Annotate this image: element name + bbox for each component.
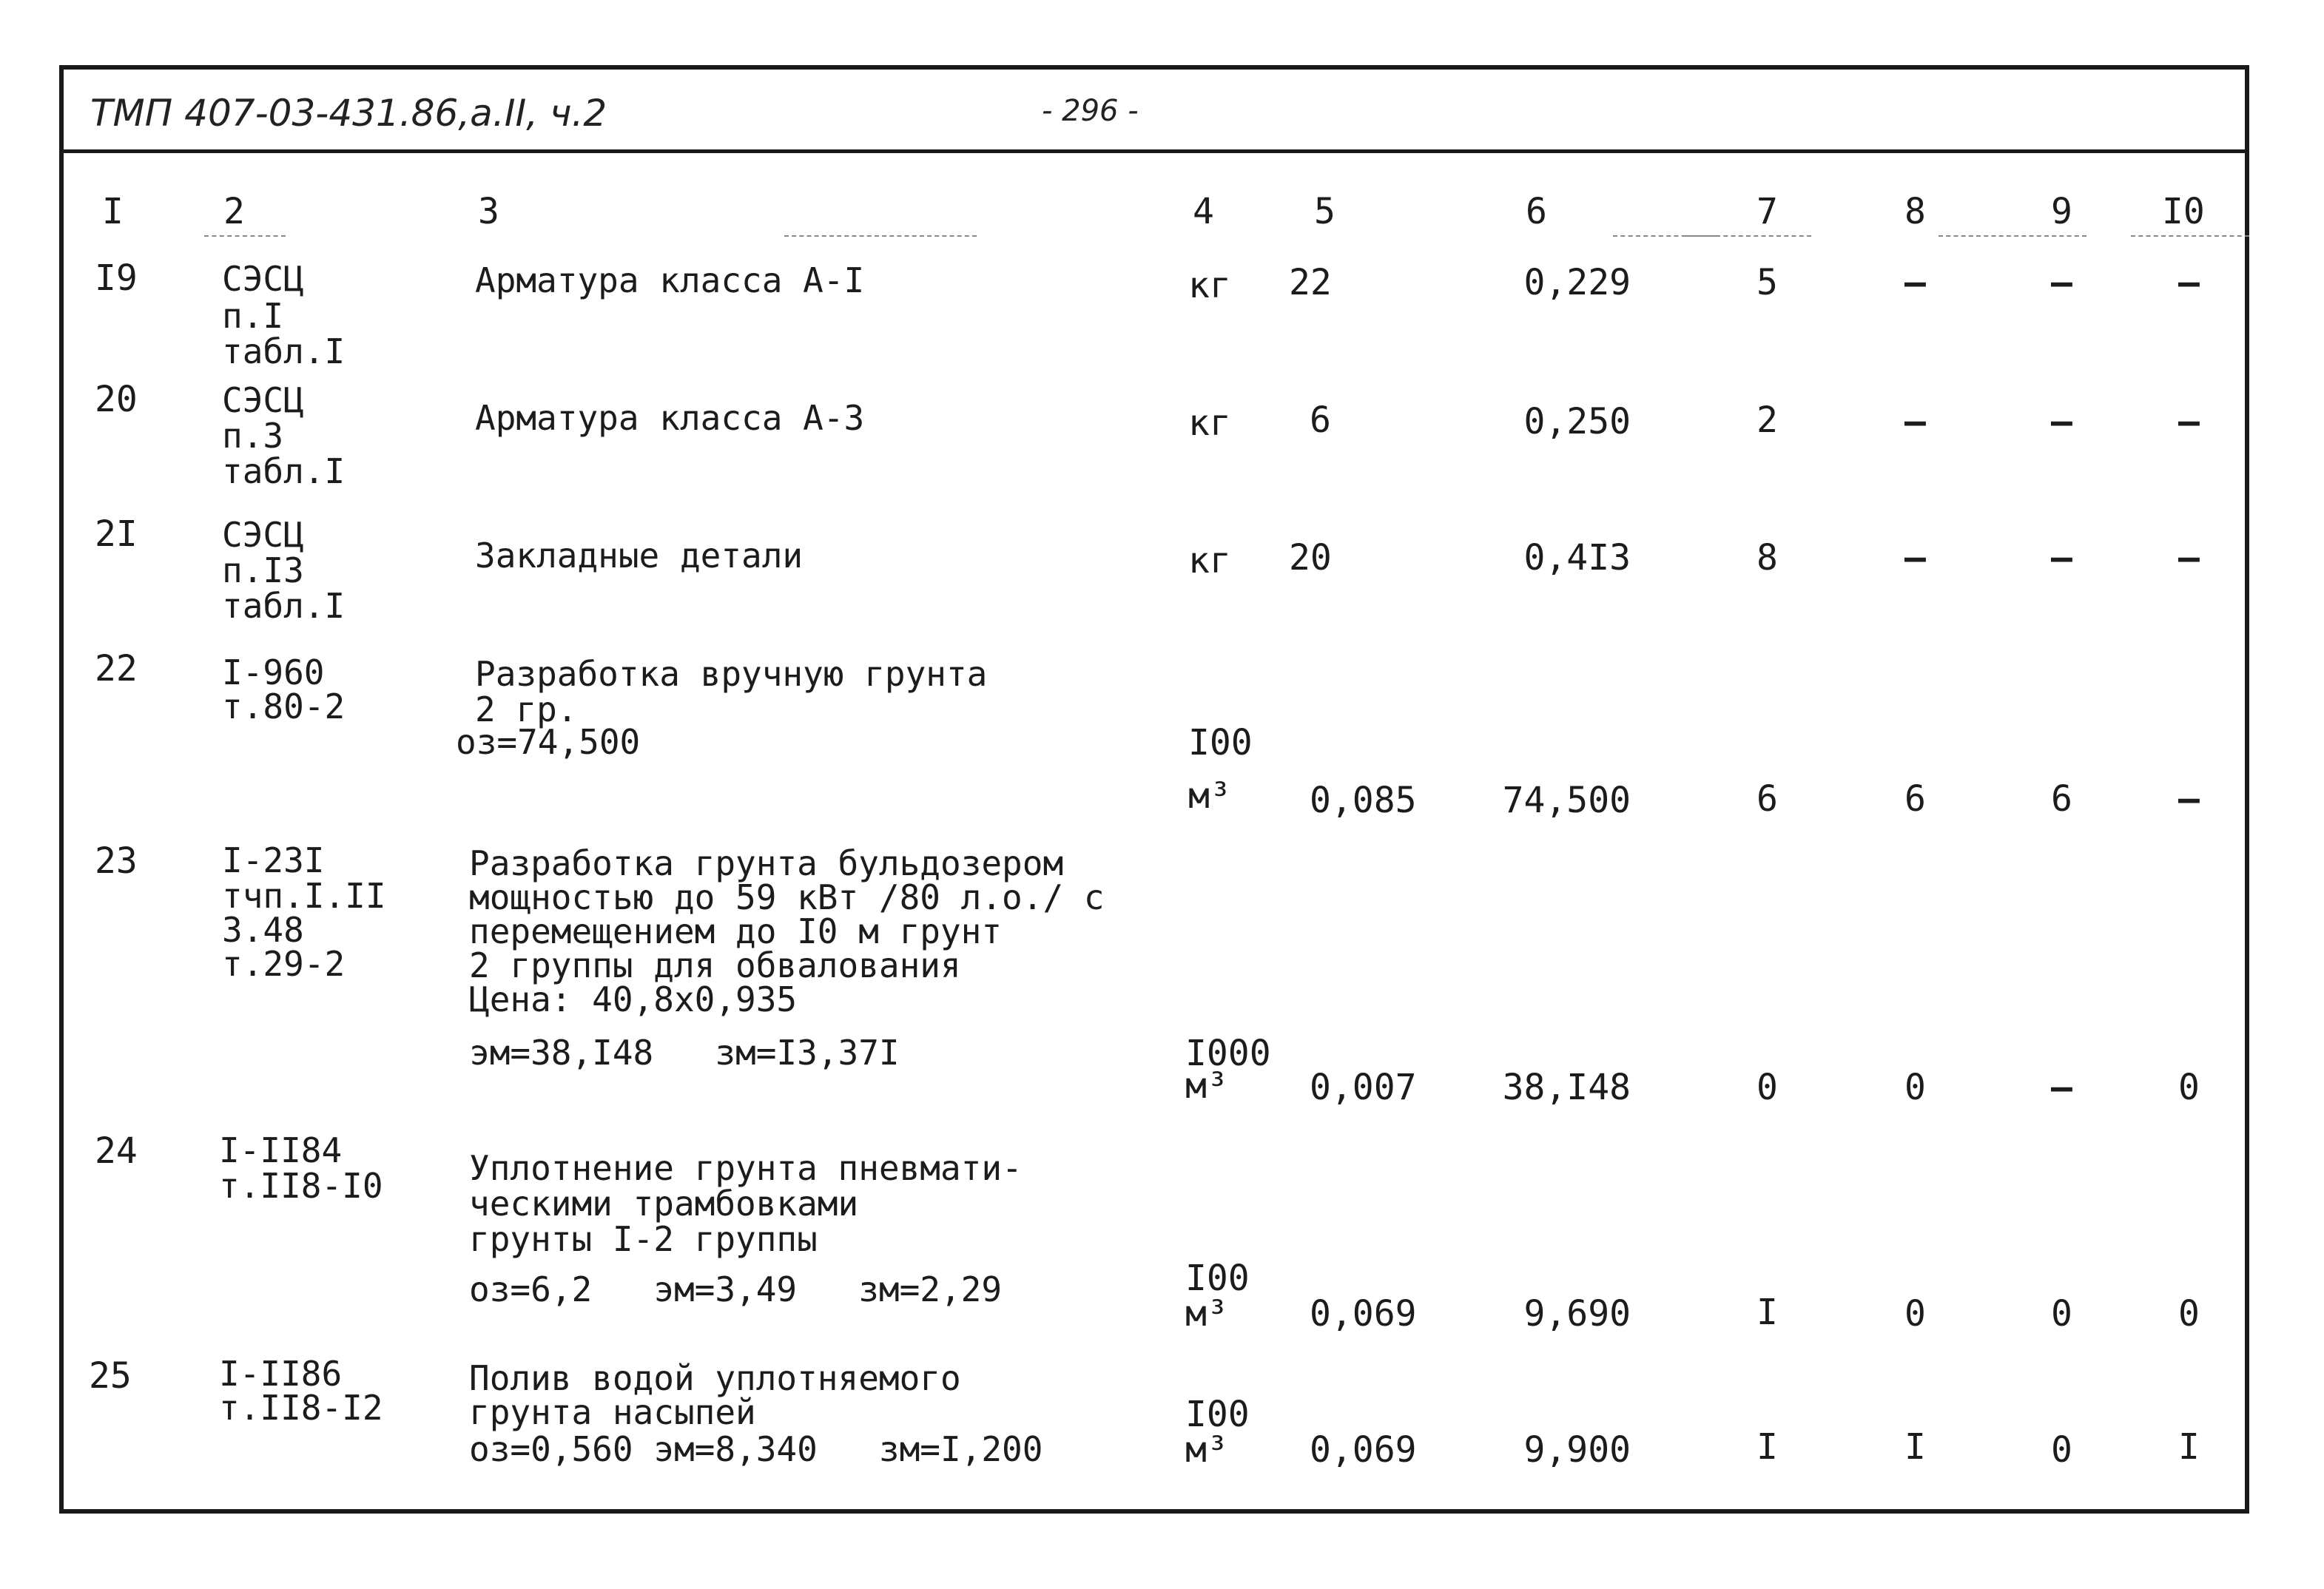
col10-value: – xyxy=(2178,778,2200,820)
norm-code: т.II8-I2 xyxy=(219,1388,383,1428)
row-number: 22 xyxy=(95,648,138,689)
row-number: I9 xyxy=(95,257,138,299)
norm-code: т.29-2 xyxy=(222,944,346,984)
norm-code: I-23I xyxy=(222,840,325,880)
row-number: 20 xyxy=(95,379,138,420)
col7-value: 5 xyxy=(1757,262,1778,303)
col-header-2: 2 xyxy=(223,191,245,232)
col10-value: I xyxy=(2178,1426,2200,1468)
col9-value: – xyxy=(2051,537,2072,578)
col7-value: 0 xyxy=(1757,1067,1778,1108)
work-description: 2 группы для обвалования xyxy=(469,945,961,985)
unit: м³ xyxy=(1185,1293,1228,1335)
col10-value: 0 xyxy=(2178,1293,2200,1335)
unit: I00 xyxy=(1185,1394,1250,1435)
row-number: 23 xyxy=(95,840,138,882)
header-rule xyxy=(1939,235,2086,237)
col-header-5: 5 xyxy=(1314,191,1336,232)
col-header-4: 4 xyxy=(1193,191,1214,232)
col10-value: – xyxy=(2178,537,2200,578)
header-rule xyxy=(2131,235,2249,237)
cost-components: оз=6,2 эм=3,49 зм=2,29 xyxy=(469,1269,1003,1309)
header-rule xyxy=(204,235,286,237)
page-number: - 296 - xyxy=(1042,94,1139,128)
unit-price: 0,229 xyxy=(1523,262,1631,303)
col7-value: 8 xyxy=(1757,537,1778,578)
unit-price: 74,500 xyxy=(1502,780,1631,821)
unit: м³ xyxy=(1188,775,1231,817)
norm-code: табл.I xyxy=(222,586,346,626)
col9-value: 0 xyxy=(2051,1293,2072,1335)
col-header-9: 9 xyxy=(2051,191,2072,232)
work-description: Уплотнение грунта пневмати- xyxy=(469,1148,1023,1188)
col-header-10: I0 xyxy=(2162,191,2205,232)
col8-value: – xyxy=(1904,262,1926,303)
work-description: Цена: 40,8х0,935 xyxy=(469,979,798,1019)
col8-value: 0 xyxy=(1904,1067,1926,1108)
unit: м³ xyxy=(1185,1065,1228,1107)
work-description: грунты I-2 группы xyxy=(469,1219,818,1259)
cost-components: оз=0,560 эм=8,340 зм=I,200 xyxy=(469,1429,1043,1469)
unit: I00 xyxy=(1185,1258,1250,1299)
col8-value: – xyxy=(1904,537,1926,578)
col7-value: I xyxy=(1757,1426,1778,1468)
work-description: 2 гр. xyxy=(475,689,578,729)
norm-code: т.II8-I0 xyxy=(219,1166,383,1206)
col-header-7: 7 xyxy=(1757,191,1778,232)
norm-code: п.I3 xyxy=(222,550,304,590)
unit-price: 9,900 xyxy=(1523,1429,1631,1471)
col-header-3: 3 xyxy=(478,191,499,232)
work-description: перемещением до I0 м грунт xyxy=(469,911,1003,951)
quantity: 20 xyxy=(1289,537,1332,578)
col-header-1: I xyxy=(102,191,124,232)
col8-value: 6 xyxy=(1904,778,1926,820)
norm-code: I-II84 xyxy=(219,1130,343,1170)
norm-code: 3.48 xyxy=(222,910,304,950)
col9-value: – xyxy=(2051,262,2072,303)
unit: I000 xyxy=(1185,1033,1271,1074)
norm-code: СЭСЦ xyxy=(222,380,304,420)
quantity: 0,069 xyxy=(1310,1293,1417,1335)
norm-code: табл.I xyxy=(222,331,346,371)
document-code: ТМП 407-03-431.86,а.II, ч.2 xyxy=(90,92,607,135)
unit-price: 0,4I3 xyxy=(1523,537,1631,578)
cost-components: оз=74,500 xyxy=(456,722,641,762)
work-description: Разработка вручную грунта xyxy=(475,654,988,694)
unit: I00 xyxy=(1188,722,1253,763)
work-description: Полив водой уплотняемого xyxy=(469,1358,961,1398)
work-description: мощностью до 59 кВт /80 л.о./ с xyxy=(469,877,1105,917)
col7-value: 6 xyxy=(1757,778,1778,820)
work-description: Закладные детали xyxy=(475,536,804,576)
norm-code: I-960 xyxy=(222,652,325,692)
work-description: Арматура класса А-3 xyxy=(475,398,865,438)
col10-value: – xyxy=(2178,262,2200,303)
unit: кг xyxy=(1188,265,1231,306)
col9-value: – xyxy=(2051,401,2072,442)
row-number: 2I xyxy=(95,513,138,555)
col7-value: 2 xyxy=(1757,399,1778,441)
quantity: 22 xyxy=(1289,262,1332,303)
norm-code: СЭСЦ xyxy=(222,259,304,299)
unit: кг xyxy=(1188,402,1231,444)
work-description: ческими трамбовками xyxy=(469,1184,859,1224)
col8-value: I xyxy=(1904,1426,1926,1468)
header-rule xyxy=(784,235,977,237)
unit-price: 0,250 xyxy=(1523,401,1631,442)
norm-code: тчп.I.II xyxy=(222,876,386,916)
norm-code: табл.I xyxy=(222,451,346,491)
col-header-8: 8 xyxy=(1904,191,1926,232)
col9-value: 6 xyxy=(2051,778,2072,820)
norm-code: I-II86 xyxy=(219,1354,343,1394)
col7-value: I xyxy=(1757,1292,1778,1333)
unit: м³ xyxy=(1185,1429,1228,1471)
norm-code: п.3 xyxy=(222,416,284,456)
col9-value: 0 xyxy=(2051,1429,2072,1471)
row-number: 25 xyxy=(89,1355,132,1397)
norm-code: п.I xyxy=(222,296,284,336)
work-description: грунта насыпей xyxy=(469,1392,756,1432)
col8-value: – xyxy=(1904,401,1926,442)
col-header-6: 6 xyxy=(1526,191,1547,232)
row-number: 24 xyxy=(95,1130,138,1172)
col10-value: 0 xyxy=(2178,1067,2200,1108)
unit-price: 38,I48 xyxy=(1502,1067,1631,1108)
quantity: 6 xyxy=(1310,399,1331,441)
header-rule xyxy=(1685,235,1811,237)
unit: кг xyxy=(1188,540,1231,581)
quantity: 0,085 xyxy=(1310,780,1417,821)
col10-value: – xyxy=(2178,401,2200,442)
work-description: Разработка грунта бульдозером xyxy=(469,843,1064,883)
unit-price: 9,690 xyxy=(1523,1293,1631,1335)
norm-code: СЭСЦ xyxy=(222,515,304,555)
col8-value: 0 xyxy=(1904,1293,1926,1335)
quantity: 0,007 xyxy=(1310,1067,1417,1108)
quantity: 0,069 xyxy=(1310,1429,1417,1471)
header-divider xyxy=(59,149,2249,153)
cost-components: эм=38,I48 зм=I3,37I xyxy=(469,1033,900,1073)
norm-code: т.80-2 xyxy=(222,686,346,726)
col9-value: – xyxy=(2051,1067,2072,1108)
work-description: Арматура класса А-I xyxy=(475,260,865,300)
